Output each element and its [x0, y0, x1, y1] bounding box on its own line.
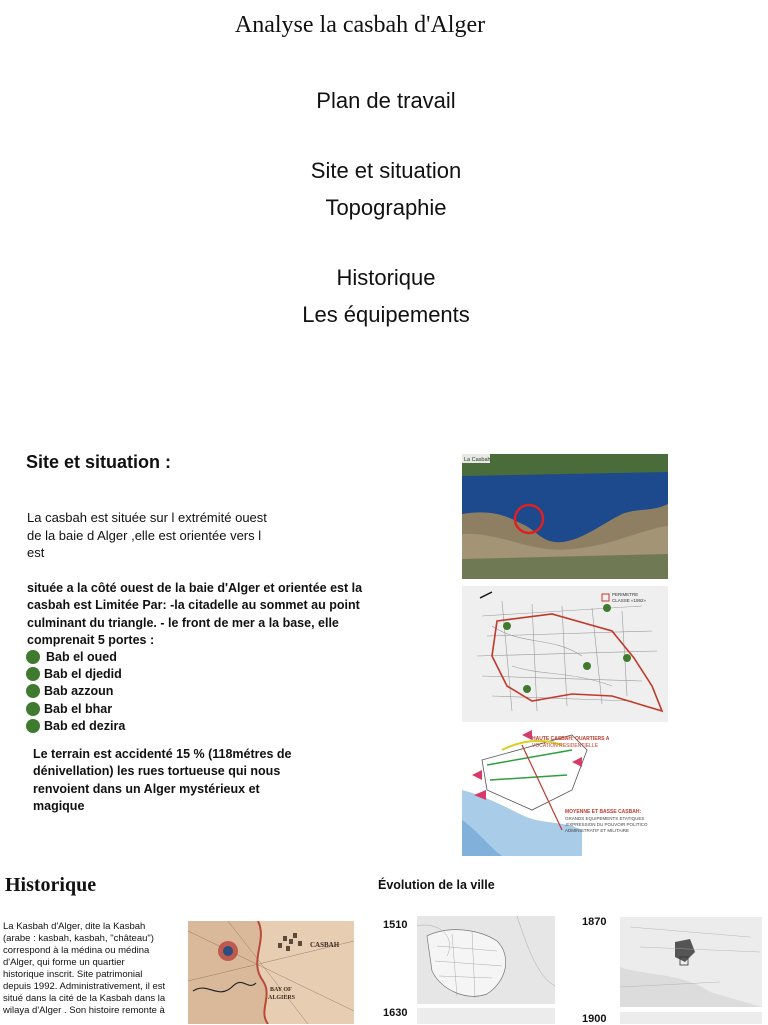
- gate-label: Bab el oued: [46, 649, 117, 664]
- gates-list: [26, 648, 125, 734]
- evolution-map-1900: [620, 1012, 762, 1024]
- perimeter-plan-image: [462, 586, 668, 722]
- historique-line: correspond à la médina ou médina: [3, 945, 150, 956]
- historic-map-image: [188, 921, 354, 1024]
- historique-line: historique inscrit. Site patrimonial: [3, 969, 143, 980]
- terrain-line: magique: [33, 798, 85, 813]
- site-intro-line: de la baie d Alger ,elle est orientée vers l: [27, 527, 262, 543]
- gate-item: [26, 665, 125, 682]
- evolution-map-1630: [417, 1008, 555, 1024]
- historique-line: La Kasbah d'Alger, dite la Kasbah: [3, 921, 146, 932]
- plan-item-equipements: Les équipements: [302, 302, 470, 327]
- zone-haute-label: HAUTE CASBAH: QUARTIERS A: [532, 736, 610, 742]
- gate-label: Bab el bhar: [44, 701, 113, 716]
- bullet-dot-icon: [26, 667, 40, 681]
- terrain-text: [33, 746, 333, 815]
- gate-item: [26, 683, 125, 700]
- plan-item-topographie: Topographie: [325, 195, 447, 220]
- historique-line: (arabe : kasbah, kasbah, "château"): [3, 933, 154, 944]
- year-label: 1510: [383, 919, 408, 931]
- site-desc-line: culminant du triangle. - le front de mer a la base, elle: [27, 615, 339, 630]
- gate-item: [26, 648, 125, 665]
- historique-line: situé dans la cité de la Kasbah dans la: [3, 993, 166, 1004]
- bullet-dot-icon: [26, 719, 40, 733]
- plan-item-historique: Historique: [336, 265, 436, 290]
- old-map-label: BAY OF: [270, 987, 292, 993]
- page-title: Analyse la casbah d'Alger: [234, 12, 486, 38]
- historique-heading: Historique: [5, 874, 97, 896]
- historique-line: d'Alger, qui forme un quartier: [3, 957, 125, 968]
- satellite-map-image: [462, 454, 668, 579]
- terrain-line: Le terrain est accidenté 15 % (118métres de: [33, 747, 292, 761]
- zone-haute-label: VOCATION RESIDENTIELLE: [532, 743, 599, 749]
- site-intro-line: est: [27, 545, 45, 560]
- year-label: 1870: [582, 916, 607, 928]
- site-description: [27, 580, 367, 649]
- zone-basse-label: MOYENNE ET BASSE CASBAH:: [565, 809, 642, 815]
- plan-item-site: Site et situation: [310, 158, 462, 183]
- bullet-dot-icon: [26, 702, 40, 716]
- terrain-line: dénivellation) les rues tortueuse qui nous: [33, 764, 281, 779]
- zones-diagram-image: [462, 730, 668, 856]
- evolution-heading: Évolution de la ville: [378, 878, 495, 892]
- evolution-map-1870: [620, 917, 762, 1007]
- plan-heading: Plan de travail: [316, 88, 456, 113]
- gate-item: [26, 700, 125, 717]
- zone-basse-label: ,EXPRESSION DU POUVOIR POLITICO: [565, 822, 648, 827]
- old-map-label: ALGIERS: [268, 995, 296, 1001]
- gate-label: Bab el djedid: [44, 666, 122, 681]
- site-heading: Site et situation :: [26, 452, 172, 472]
- historique-text: [3, 921, 185, 1017]
- historique-line: wilaya d'Alger . Son histoire remonte à: [3, 1005, 165, 1016]
- gate-label: Bab azzoun: [44, 684, 114, 699]
- zone-basse-label: GRANDS EQUIPEMENTS ETATIQUES: [565, 816, 645, 821]
- site-desc-line: casbah est Limitée Par: -la citadelle au sommet au point: [27, 598, 360, 613]
- bullet-dot-icon: [26, 684, 40, 698]
- old-map-label: CASBAH: [310, 941, 340, 949]
- evolution-map-1510: [417, 916, 555, 1004]
- site-intro-line: La casbah est située sur l extrémité ouest: [27, 510, 267, 525]
- plan-legend-line: PERIMETRE: [612, 592, 639, 597]
- gate-item: [26, 717, 125, 734]
- gate-label: Bab ed dezira: [44, 718, 126, 733]
- site-desc-line: comprenait 5 portes :: [27, 632, 155, 647]
- bullet-dot-icon: [26, 650, 40, 664]
- year-label: 1900: [582, 1013, 607, 1025]
- year-label: 1630: [383, 1007, 408, 1019]
- site-desc-line: située a la côté ouest de la baie d'Alger et orientée est la: [27, 581, 363, 595]
- terrain-line: renvoient dans un Alger mystérieux et: [33, 781, 260, 796]
- historique-line: depuis 1992. Administrativement, il est: [3, 981, 166, 992]
- site-intro: [27, 509, 317, 562]
- satellite-caption: La Casbah: [464, 457, 491, 463]
- plan-legend-line: CLASSE «1992»: [612, 598, 647, 603]
- zone-basse-label: ADMINISTRATIF ET MILITAIRE: [565, 828, 630, 833]
